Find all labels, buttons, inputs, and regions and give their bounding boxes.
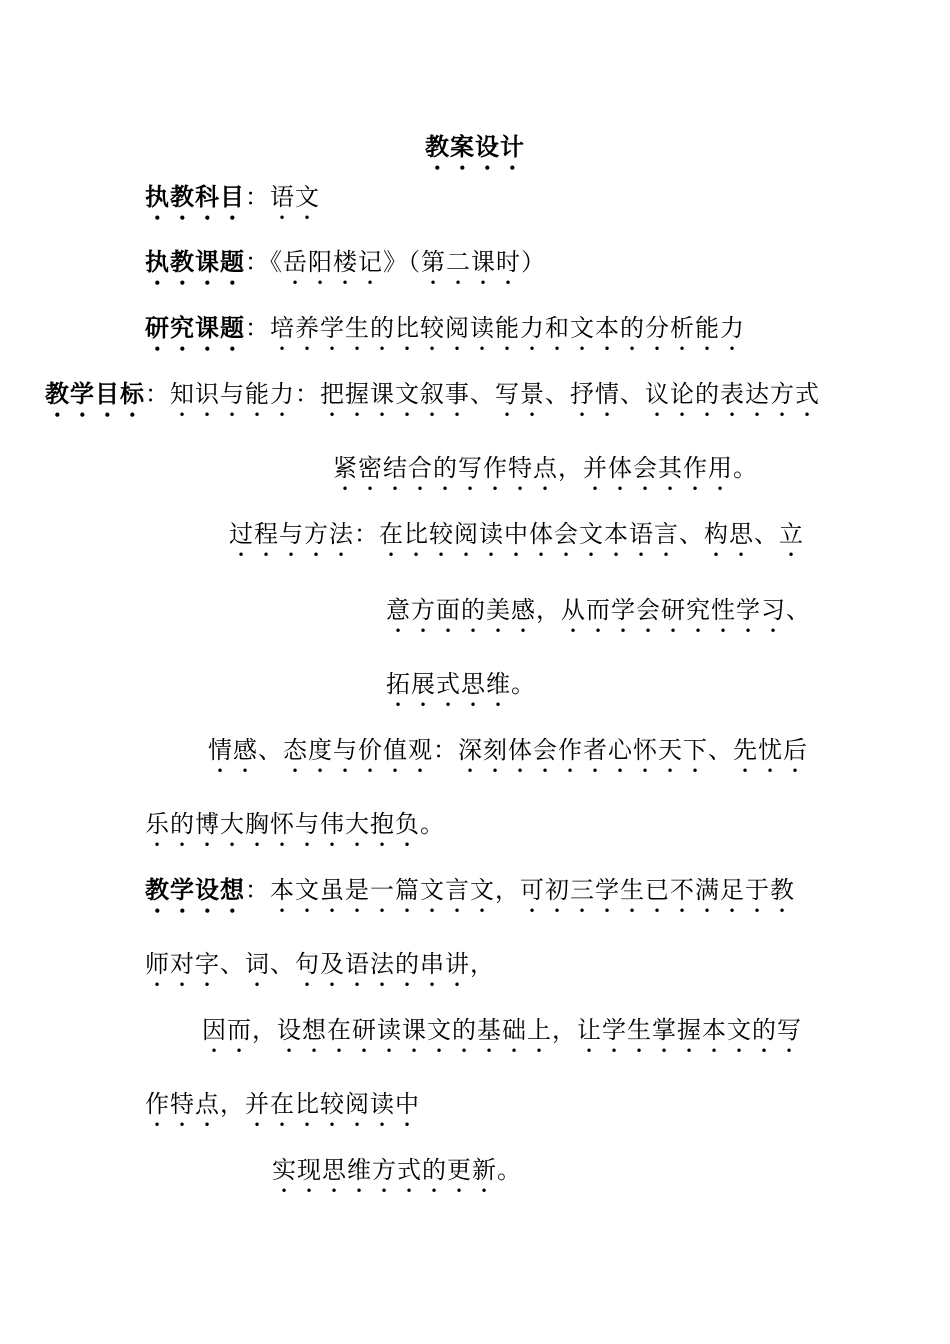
topic-colon: ： (245, 248, 270, 276)
design-colon: ： (245, 876, 270, 904)
goals-process-line2: 意方面的美感，从而学会研究性学习、 (386, 596, 811, 624)
topic-label: 执教课题 (145, 247, 245, 276)
design-label: 教学设想 (145, 875, 245, 904)
research-value: 培养学生的比较阅读能力和文本的分析能力 (270, 314, 745, 342)
design-line1: 本文虽是一篇文言文，可初三学生已不满足于教 (270, 876, 795, 904)
research-colon: ： (245, 314, 270, 342)
topic-value: 《岳阳楼记》（第二课时） (270, 248, 546, 276)
goals-process-line1: 过程与方法：在比较阅读中体会文本语言、构思、立 (229, 520, 804, 548)
subject-value: 语文 (270, 183, 320, 211)
goals-knowledge-line2: 紧密结合的写作特点，并体会其作用。 (333, 454, 758, 482)
goals-knowledge-line1: 知识与能力：把握课文叙事、写景、抒情、议论的表达方式 (170, 380, 820, 408)
design-line5: 实现思维方式的更新。 (272, 1156, 522, 1184)
goals-emotion-line1: 情感、态度与价值观：深刻体会作者心怀天下、先忧后 (208, 736, 808, 764)
design-line2: 师对字、词、句及语法的串讲， (145, 950, 495, 978)
topic-row (145, 247, 546, 290)
research-label: 研究课题 (145, 313, 245, 342)
subject-label: 执教科目 (145, 182, 245, 211)
page-title: 教案设计 (425, 132, 525, 161)
design-line3: 因而，设想在研读课文的基础上，让学生掌握本文的写 (202, 1016, 802, 1044)
design-row (145, 875, 795, 918)
subject-row (145, 182, 320, 225)
goals-process-line3: 拓展式思维。 (386, 670, 536, 698)
goals-colon: ： (145, 380, 170, 408)
subject-colon: ： (245, 183, 270, 211)
goals-label: 教学目标 (45, 379, 145, 408)
research-row (145, 313, 745, 356)
goals-row (45, 379, 820, 422)
goals-emotion-line2: 乐的博大胸怀与伟大抱负。 (145, 810, 445, 838)
design-line4: 作特点，并在比较阅读中 (145, 1090, 420, 1118)
